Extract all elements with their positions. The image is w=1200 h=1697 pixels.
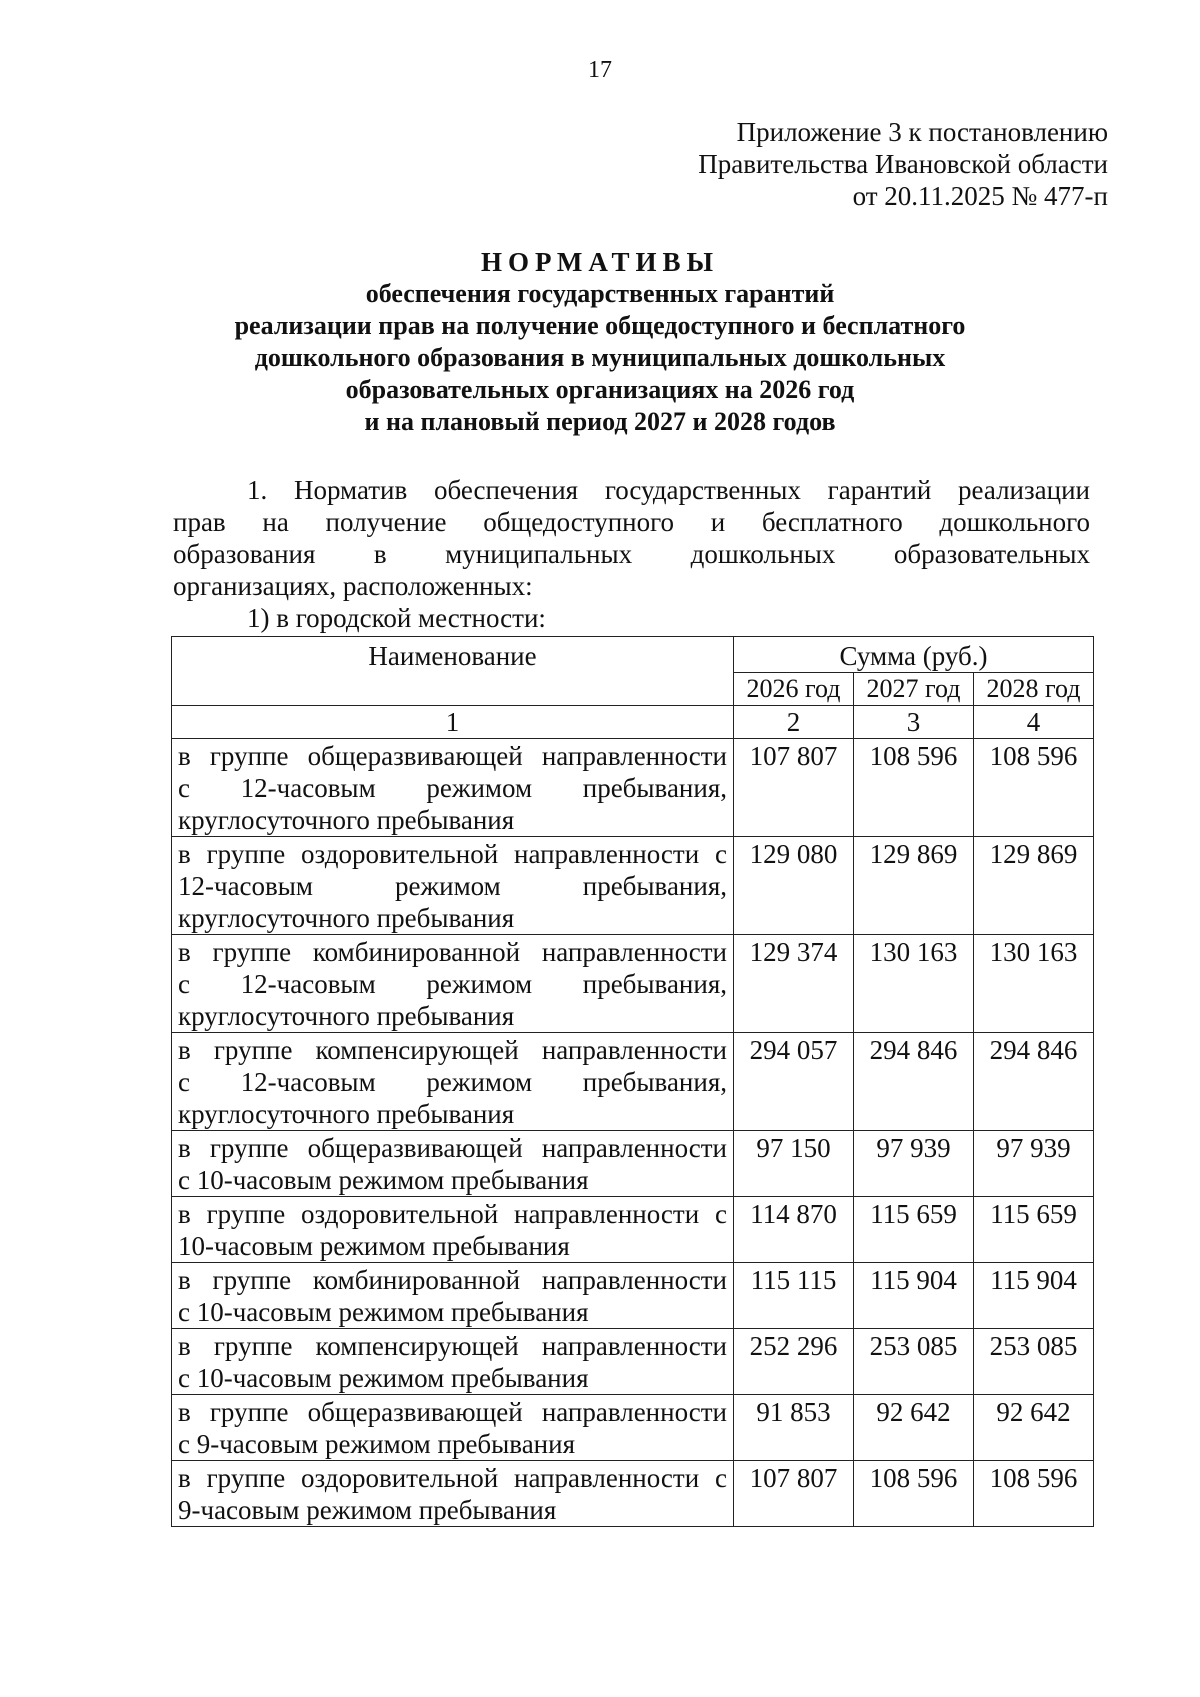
row-name-line: с 12-часовым режимом пребывания,: [178, 969, 727, 999]
row-name-line: в группе общеразвивающей направленности: [178, 1397, 727, 1427]
row-name-cell: [172, 837, 734, 935]
paragraph-line: прав на получение общедоступного и бесплатного дошкольного: [173, 507, 1090, 537]
title-line: обеспечения государственных гарантий: [365, 279, 835, 308]
header-year: 2027 год: [854, 673, 974, 706]
value-cell-2028: 115 659: [974, 1197, 1094, 1263]
value-cell-2026: 129 374: [734, 935, 854, 1033]
value-cell-2028: 253 085: [974, 1329, 1094, 1395]
value-cell-2027: 130 163: [854, 935, 974, 1033]
row-name-cell: [172, 935, 734, 1033]
value-cell-2027: 115 904: [854, 1263, 974, 1329]
value-cell-2026: 107 807: [734, 739, 854, 837]
row-name-cell: [172, 739, 734, 837]
row-name-line: в группе оздоровительной направленности с: [178, 1199, 727, 1229]
row-name-cell: [172, 1033, 734, 1131]
value-cell-2026: 129 080: [734, 837, 854, 935]
table-row: [172, 1329, 1094, 1395]
value-cell-2028: 129 869: [974, 837, 1094, 935]
appendix-reference: [698, 116, 1108, 212]
page-number: 17: [588, 57, 612, 83]
value-cell-2026: 97 150: [734, 1131, 854, 1197]
norms-table: [171, 636, 1094, 1527]
table-row: [172, 1263, 1094, 1329]
appendix-line: Приложение 3 к постановлению: [736, 117, 1108, 147]
intro-paragraph: [173, 474, 1090, 602]
row-name-line: 12-часовым режимом пребывания,: [178, 871, 727, 901]
table-body: [172, 739, 1094, 1527]
row-name-line: в группе комбинированной направленности: [178, 1265, 727, 1295]
value-cell-2027: 129 869: [854, 837, 974, 935]
value-cell-2027: 115 659: [854, 1197, 974, 1263]
row-name-cell: [172, 1395, 734, 1461]
value-cell-2028: 108 596: [974, 1461, 1094, 1527]
paragraph-line: образования в муниципальных дошкольных образовательных: [173, 539, 1090, 569]
row-name-line: круглосуточного пребывания: [178, 903, 515, 933]
row-name-line: круглосуточного пребывания: [178, 1099, 515, 1129]
value-cell-2028: 97 939: [974, 1131, 1094, 1197]
value-cell-2026: 91 853: [734, 1395, 854, 1461]
header-year: 2026 год: [734, 673, 854, 706]
title-line: образовательных организациях на 2026 год: [345, 375, 855, 404]
row-name-line: с 10-часовым режимом пребывания: [178, 1165, 589, 1195]
column-number: 3: [854, 706, 974, 739]
column-number: 4: [974, 706, 1094, 739]
column-number: 2: [734, 706, 854, 739]
title-line: реализации прав на получение общедоступного и бесплатного: [234, 311, 966, 340]
document-title: [0, 246, 1200, 438]
table-row: [172, 1461, 1094, 1527]
value-cell-2027: 108 596: [854, 1461, 974, 1527]
table-row: [172, 935, 1094, 1033]
value-cell-2027: 108 596: [854, 739, 974, 837]
value-cell-2026: 294 057: [734, 1033, 854, 1131]
value-cell-2027: 294 846: [854, 1033, 974, 1131]
table-row: [172, 1131, 1094, 1197]
table-row: [172, 1033, 1094, 1131]
row-name-cell: [172, 1329, 734, 1395]
value-cell-2027: 253 085: [854, 1329, 974, 1395]
header-sum: Сумма (руб.): [734, 637, 1094, 673]
row-name-line: круглосуточного пребывания: [178, 1001, 515, 1031]
row-name-line: в группе компенсирующей направленности: [178, 1331, 727, 1361]
header-name: Наименование: [172, 637, 734, 706]
row-name-line: в группе комбинированной направленности: [178, 937, 727, 967]
row-name-line: с 9-часовым режимом пребывания: [178, 1429, 575, 1459]
table-row: [172, 1395, 1094, 1461]
row-name-line: круглосуточного пребывания: [178, 805, 515, 835]
value-cell-2028: 130 163: [974, 935, 1094, 1033]
row-name-line: с 12-часовым режимом пребывания,: [178, 773, 727, 803]
value-cell-2028: 92 642: [974, 1395, 1094, 1461]
value-cell-2026: 252 296: [734, 1329, 854, 1395]
value-cell-2027: 97 939: [854, 1131, 974, 1197]
value-cell-2026: 114 870: [734, 1197, 854, 1263]
row-name-line: в группе общеразвивающей направленности: [178, 1133, 727, 1163]
title-line: дошкольного образования в муниципальных дошкольных: [254, 343, 946, 372]
value-cell-2026: 115 115: [734, 1263, 854, 1329]
value-cell-2028: 115 904: [974, 1263, 1094, 1329]
row-name-line: с 12-часовым режимом пребывания,: [178, 1067, 727, 1097]
row-name-line: 10-часовым режимом пребывания: [178, 1231, 570, 1261]
row-name-line: в группе компенсирующей направленности: [178, 1035, 727, 1065]
column-number: 1: [172, 706, 734, 739]
row-name-cell: [172, 1131, 734, 1197]
row-name-cell: [172, 1263, 734, 1329]
title-line: и на плановый период 2027 и 2028 годов: [364, 407, 836, 436]
row-name-line: с 10-часовым режимом пребывания: [178, 1297, 589, 1327]
row-name-line: в группе общеразвивающей направленности: [178, 741, 727, 771]
table-column-numbers-row: [172, 706, 1094, 739]
row-name-line: с 10-часовым режимом пребывания: [178, 1363, 589, 1393]
section-subheading: 1) в городской местности:: [247, 603, 546, 633]
row-name-cell: [172, 1197, 734, 1263]
table-header-row: [172, 637, 1094, 673]
row-name-line: в группе оздоровительной направленности с: [178, 839, 727, 869]
value-cell-2026: 107 807: [734, 1461, 854, 1527]
value-cell-2027: 92 642: [854, 1395, 974, 1461]
paragraph-line: организациях, расположенных:: [173, 571, 533, 601]
header-year: 2028 год: [974, 673, 1094, 706]
row-name-line: 9-часовым режимом пребывания: [178, 1495, 557, 1525]
appendix-line: Правительства Ивановской области: [698, 149, 1108, 179]
value-cell-2028: 294 846: [974, 1033, 1094, 1131]
row-name-cell: [172, 1461, 734, 1527]
title-main: НОРМАТИВЫ: [480, 247, 720, 277]
appendix-line: от 20.11.2025 № 477-п: [852, 181, 1108, 211]
table-row: [172, 739, 1094, 837]
row-name-line: в группе оздоровительной направленности с: [178, 1463, 727, 1493]
table-row: [172, 1197, 1094, 1263]
value-cell-2028: 108 596: [974, 739, 1094, 837]
table-row: [172, 837, 1094, 935]
paragraph-line: 1. Норматив обеспечения государственных гарантий реализации: [247, 475, 1090, 505]
